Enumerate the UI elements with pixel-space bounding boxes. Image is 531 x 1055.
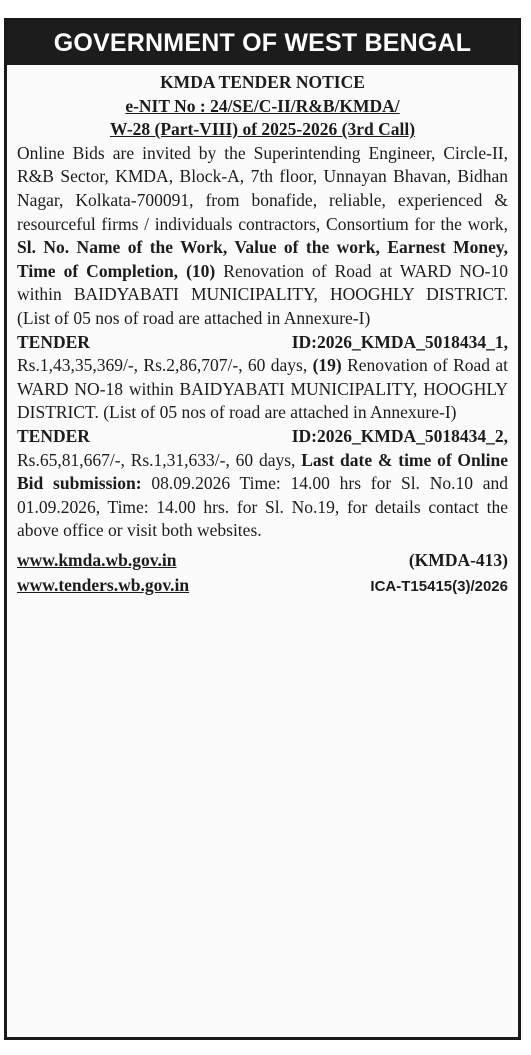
work1-tender-label: TENDER bbox=[17, 331, 90, 352]
work2-tender-label: TENDER bbox=[17, 425, 90, 446]
work1-tender-id: ID:2026_KMDA_5018434_1, bbox=[291, 331, 508, 352]
nit-number-line2: W-28 (Part-VIII) of 2025-2026 (3rd Call) bbox=[109, 119, 416, 140]
tenders-website-link[interactable]: www.tenders.wb.gov.in bbox=[17, 575, 190, 596]
work2-description: Renovation of Road at WARD NO-18 within BAIDYABATI MUNICIPALITY, HOOGHLY DISTRICT. (List of 05 nos of road are attached in Annexure-I) bbox=[17, 355, 508, 423]
kmda-code: (KMDA-413) bbox=[408, 549, 508, 570]
work1-sl-no: (10) bbox=[186, 260, 216, 281]
work2-tender-id-row bbox=[17, 425, 508, 449]
work1-tender-id-row bbox=[17, 331, 508, 355]
footer-row-1 bbox=[17, 549, 508, 573]
work2-values: Rs.65,81,667/-, Rs.1,31,633/-, 60 days, bbox=[17, 449, 296, 470]
work2-values-block bbox=[17, 449, 508, 543]
notice-content bbox=[7, 65, 518, 599]
work1-description: Renovation of Road at WARD NO-10 within BAIDYABATI MUNICIPALITY, HOOGHLY DISTRICT. (List of 05 nos of road are attached in Annexure-I) bbox=[17, 260, 509, 328]
work2-sl-no: (19) bbox=[312, 355, 342, 376]
columns-heading: Sl. No. Name of the Work, Value of the work, Earnest Money, Time of Completion, bbox=[17, 237, 508, 281]
intro-text: Online Bids are invited by the Superintending Engineer, Circle-II, R&B Sector, KMDA, Block-A, 7th floor, Unnayan Bhavan, Bidhan Nagar, Kolkata-700091, from bonafide, reliable, experienced & resourceful firms / individuals contractors, Consortium for the work, bbox=[17, 142, 508, 234]
work1-values-block bbox=[17, 354, 508, 425]
nit-number-line1: e-NIT No : 24/SE/C-II/R&B/KMDA/ bbox=[125, 95, 400, 116]
tender-notice bbox=[4, 18, 521, 1040]
work2-tender-id: ID:2026_KMDA_5018434_2, bbox=[291, 425, 508, 446]
kmda-website-link[interactable]: www.kmda.wb.gov.in bbox=[17, 549, 177, 570]
ica-code: ICA-T15415(3)/2026 bbox=[370, 578, 508, 596]
last-date-text: 08.09.2026 Time: 14.00 hrs for Sl. No.10 and 01.09.2026, Time: 14.00 hrs. for Sl. No.19, for details contact the above office or visit both websites. bbox=[17, 473, 509, 541]
work1-values: Rs.1,43,35,369/-, Rs.2,86,707/-, 60 days, bbox=[17, 355, 308, 376]
government-banner: GOVERNMENT OF WEST BENGAL bbox=[7, 21, 518, 65]
notice-body bbox=[17, 142, 508, 331]
notice-title: KMDA TENDER NOTICE bbox=[160, 72, 365, 92]
last-date-label: Last date & time of Online Bid submission: bbox=[17, 449, 508, 494]
footer-row-2 bbox=[17, 574, 508, 599]
